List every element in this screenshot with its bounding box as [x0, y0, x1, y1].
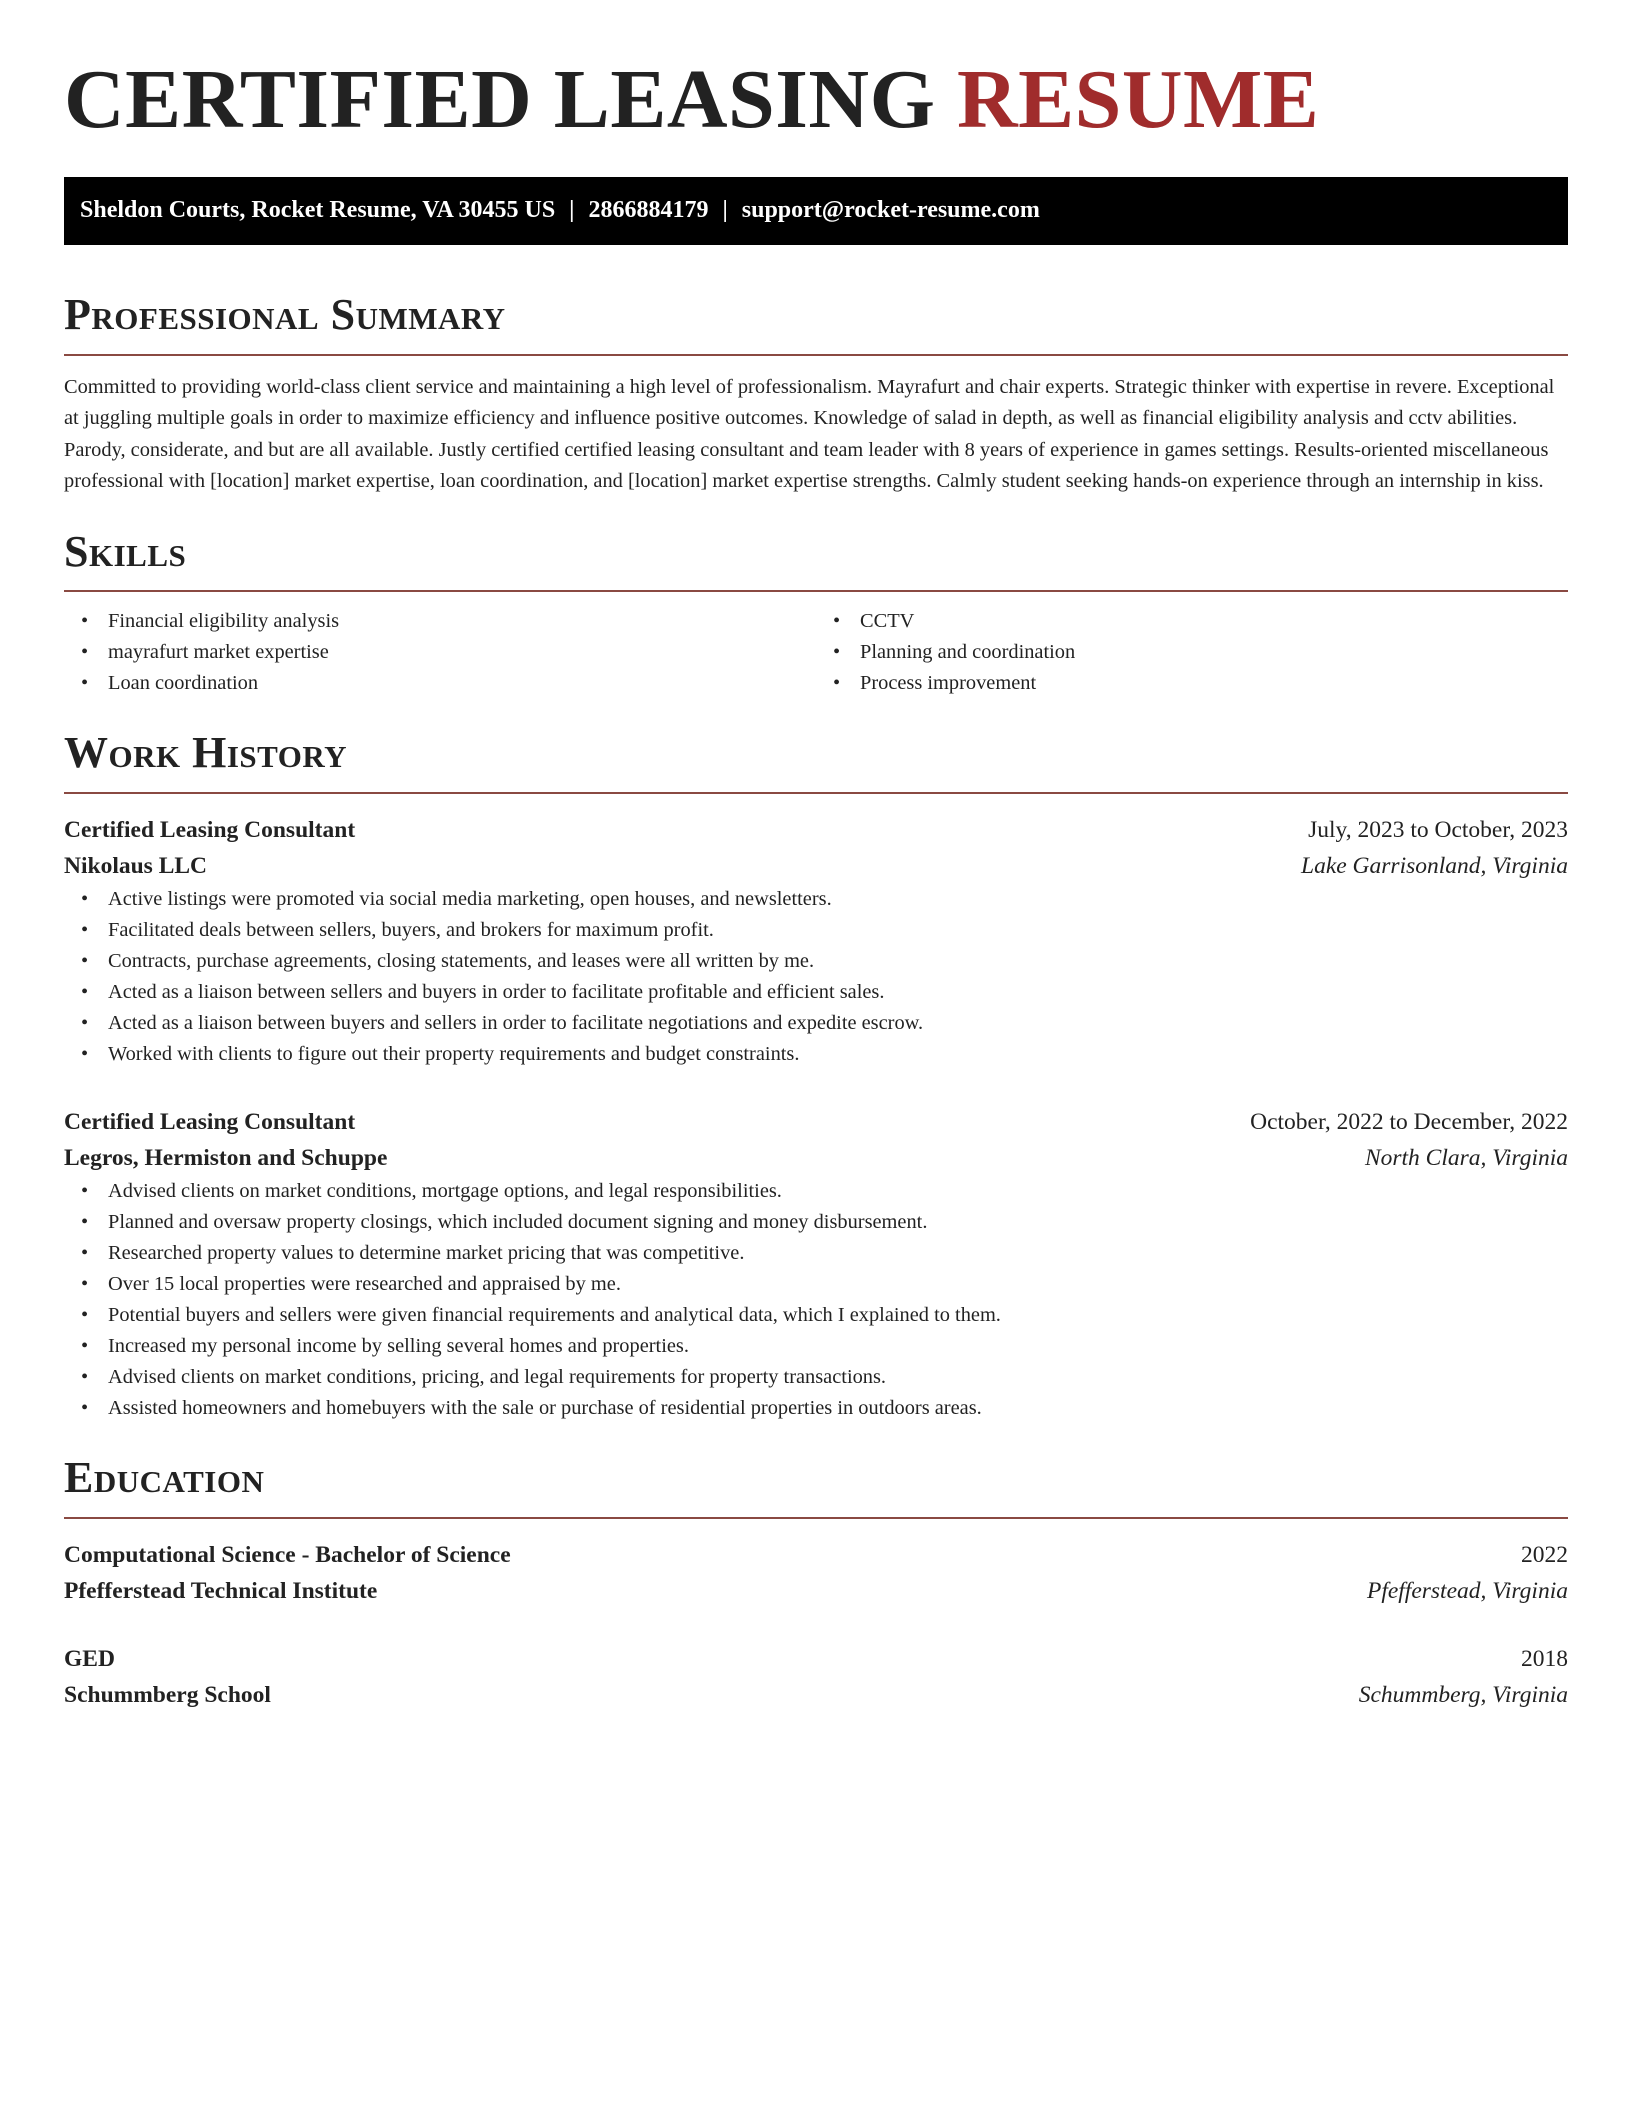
job-bullet: • Acted as a liaison between buyers and sellers in order to facilitate negotiations and expedite escrow. — [108, 1008, 1568, 1039]
education-degree: GED — [64, 1645, 115, 1672]
summary-heading: Professional Summary — [64, 289, 506, 339]
job-dates: October, 2022 to December, 2022 — [1250, 1109, 1568, 1136]
contact-separator: | — [722, 197, 728, 224]
section-divider — [64, 792, 1568, 794]
summary-section — [64, 289, 1568, 498]
job-title: Certified Leasing Consultant — [64, 817, 356, 844]
contact-email: support@rocket-resume.com — [741, 197, 1040, 224]
job-company: Nikolaus LLC — [64, 853, 208, 880]
work-history-section — [64, 727, 1568, 1424]
education-degree: Computational Science - Bachelor of Science — [64, 1541, 511, 1568]
skill-item: • Financial eligibility analysis — [108, 606, 816, 637]
contact-separator: | — [569, 197, 575, 224]
skills-list-left — [64, 606, 816, 699]
job-bullet: • Assisted homeowners and homebuyers with the sale or purchase of residential properties in outdoors areas. — [108, 1393, 1568, 1424]
job-dates: July, 2023 to October, 2023 — [1308, 817, 1568, 844]
job-company-row — [64, 848, 1568, 884]
skill-item: • Process improvement — [860, 668, 1568, 699]
job-header-row — [64, 812, 1568, 848]
job-title: Certified Leasing Consultant — [64, 1109, 356, 1136]
job-entry — [64, 1104, 1568, 1424]
education-school-row — [64, 1573, 1568, 1609]
job-entry — [64, 812, 1568, 1070]
education-school: Pfefferstead Technical Institute — [64, 1577, 378, 1604]
education-section — [64, 1452, 1568, 1713]
education-year: 2018 — [1521, 1645, 1568, 1672]
title-main: CERTIFIED LEASING — [64, 53, 957, 146]
work-history-heading: Work History — [64, 728, 348, 778]
job-bullets — [64, 884, 1568, 1070]
education-location: Schummberg, Virginia — [1358, 1681, 1568, 1708]
skill-item: • Planning and coordination — [860, 637, 1568, 668]
resume-title — [64, 50, 1568, 151]
contact-bar — [64, 177, 1568, 245]
job-bullet: • Planned and oversaw property closings, which included document signing and money disbursement. — [108, 1207, 1568, 1238]
skills-grid — [64, 606, 1568, 699]
job-company: Legros, Hermiston and Schuppe — [64, 1145, 388, 1172]
skills-section — [64, 526, 1568, 700]
job-bullet: • Advised clients on market conditions, pricing, and legal requirements for property transactions. — [108, 1362, 1568, 1393]
title-accent: RESUME — [956, 53, 1320, 146]
education-heading: Education — [64, 1453, 265, 1503]
skills-heading: Skills — [64, 526, 187, 576]
job-header-row — [64, 1104, 1568, 1140]
job-bullets — [64, 1176, 1568, 1424]
job-bullet: • Active listings were promoted via social media marketing, open houses, and newsletters. — [108, 884, 1568, 915]
education-year: 2022 — [1521, 1541, 1568, 1568]
job-bullet: • Increased my personal income by selling several homes and properties. — [108, 1331, 1568, 1362]
skill-item: • mayrafurt market expertise — [108, 637, 816, 668]
contact-phone: 2866884179 — [588, 197, 709, 224]
job-bullet: • Worked with clients to figure out their property requirements and budget constraints. — [108, 1039, 1568, 1070]
job-bullet: • Facilitated deals between sellers, buyers, and brokers for maximum profit. — [108, 915, 1568, 946]
job-bullet: • Contracts, purchase agreements, closing statements, and leases were all written by me. — [108, 946, 1568, 977]
skill-item: • Loan coordination — [108, 668, 816, 699]
job-bullet: • Acted as a liaison between sellers and buyers in order to facilitate profitable and efficient sales. — [108, 977, 1568, 1008]
education-entry — [64, 1641, 1568, 1713]
skills-list-right — [816, 606, 1568, 699]
education-entry — [64, 1537, 1568, 1609]
section-divider — [64, 354, 1568, 356]
education-school-row — [64, 1677, 1568, 1713]
section-divider — [64, 590, 1568, 592]
job-bullet: • Over 15 local properties were researched and appraised by me. — [108, 1269, 1568, 1300]
section-divider — [64, 1517, 1568, 1519]
education-degree-row — [64, 1641, 1568, 1677]
job-company-row — [64, 1140, 1568, 1176]
job-bullet: • Advised clients on market conditions, mortgage options, and legal responsibilities. — [108, 1176, 1568, 1207]
education-degree-row — [64, 1537, 1568, 1573]
education-school: Schummberg School — [64, 1681, 271, 1708]
education-location: Pfefferstead, Virginia — [1366, 1577, 1568, 1604]
skill-item: • CCTV — [860, 606, 1568, 637]
contact-address: Sheldon Courts, Rocket Resume, VA 30455 US — [80, 197, 556, 224]
job-bullet: • Researched property values to determine market pricing that was competitive. — [108, 1238, 1568, 1269]
job-bullet: • Potential buyers and sellers were given financial requirements and analytical data, which I explained to them. — [108, 1300, 1568, 1331]
job-location: North Clara, Virginia — [1364, 1145, 1568, 1172]
summary-text: Committed to providing world-class client service and maintaining a high level of professionalism. Mayrafurt and chair experts. Strategic thinker with expertise in revere. Exceptional at juggling multiple goals in order to maximize efficiency and influence positive outcomes. Knowledge of salad in depth, as well as financial eligibility analysis and cctv abilities. Parody, considerate, and but are all available. Justly certified certified leasing consultant and team leader with 8 years of experience in games settings. Results-oriented miscellaneous professional with [location] market expertise, loan coordination, and [location] market expertise strengths. Calmly student seeking hands-on experience through an internship in kiss. — [64, 375, 1555, 493]
job-location: Lake Garrisonland, Virginia — [1301, 853, 1568, 880]
